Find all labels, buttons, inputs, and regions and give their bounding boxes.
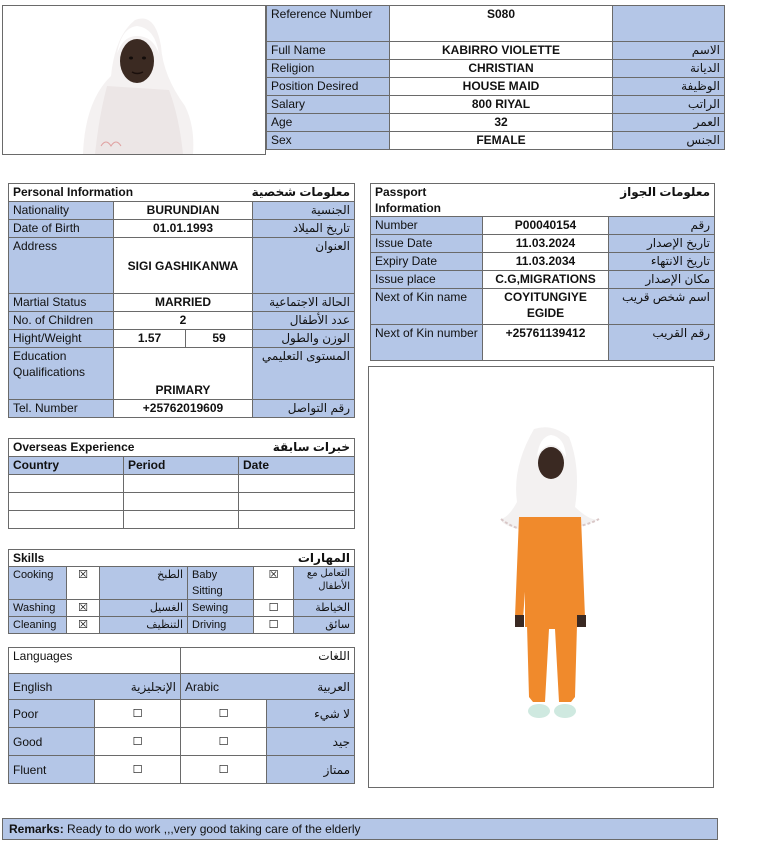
issue-place-label: Issue place — [371, 271, 483, 289]
position-value: HOUSE MAID — [390, 78, 613, 96]
reference-number-label: Reference Number — [267, 6, 390, 42]
overseas-title-arabic: خبرات سابقة — [239, 439, 355, 457]
reference-number-value: S080 — [390, 6, 613, 42]
children-label: No. of Children — [9, 312, 114, 330]
overseas-col-country: Country — [9, 457, 124, 475]
full-body-photo — [369, 367, 713, 787]
table-row — [9, 511, 355, 529]
height-weight-label: Hight/Weight — [9, 330, 114, 348]
passport-number-arabic: رقم — [609, 217, 715, 235]
skill-cleaning-arabic: التنظيف — [100, 617, 188, 634]
level-poor-english-checkbox[interactable]: ☐ — [95, 700, 181, 728]
level-good-english-checkbox[interactable]: ☐ — [95, 728, 181, 756]
level-fluent-arabic-checkbox[interactable]: ☐ — [181, 756, 267, 784]
table-cell — [124, 475, 239, 493]
skill-washing-arabic: الغسيل — [100, 600, 188, 617]
level-fluent-label: Fluent — [9, 756, 95, 784]
overseas-col-period: Period — [124, 457, 239, 475]
issue-place-arabic: مكان الإصدار — [609, 271, 715, 289]
sex-label: Sex — [267, 132, 390, 150]
religion-value: CHRISTIAN — [390, 60, 613, 78]
expiry-date-value: 11.03.2034 — [483, 253, 609, 271]
overseas-experience-table — [8, 438, 355, 529]
address-value: SIGI GASHIKANWA — [114, 238, 253, 294]
header-info-table — [266, 5, 725, 150]
skill-washing-label: Washing — [9, 600, 67, 617]
skill-babysitting-arabic: التعامل مع الأطفال — [294, 567, 355, 600]
skill-babysitting-checkbox[interactable]: ☒ — [254, 567, 294, 600]
issue-place-value: C.G,MIGRATIONS — [483, 271, 609, 289]
kin-number-value: +25761139412 — [483, 325, 609, 361]
language-english-arabic: الإنجليزية — [95, 674, 181, 700]
level-poor-arabic: لا شيء — [267, 700, 355, 728]
issue-date-label: Issue Date — [371, 235, 483, 253]
kin-number-label: Next of Kin number — [371, 325, 483, 361]
religion-label: Religion — [267, 60, 390, 78]
language-arabic-arabic: العربية — [267, 674, 355, 700]
skill-washing-checkbox[interactable]: ☒ — [67, 600, 100, 617]
level-fluent-english-checkbox[interactable]: ☐ — [95, 756, 181, 784]
skill-sewing-checkbox[interactable]: ☐ — [254, 600, 294, 617]
expiry-date-arabic: تاريخ الانتهاء — [609, 253, 715, 271]
sex-value: FEMALE — [390, 132, 613, 150]
full-body-photo-frame — [368, 366, 714, 788]
personal-info-title-arabic: معلومات شخصية — [186, 184, 355, 202]
sex-arabic: الجنس — [613, 132, 725, 150]
skill-sewing-arabic: الخياطة — [294, 600, 355, 617]
table-cell — [124, 511, 239, 529]
issue-date-value: 11.03.2024 — [483, 235, 609, 253]
nationality-value: BURUNDIAN — [114, 202, 253, 220]
personal-info-table — [8, 183, 355, 418]
remarks-label: Remarks: — [9, 822, 64, 836]
age-arabic: العمر — [613, 114, 725, 132]
marital-status-arabic: الحالة الاجتماعية — [253, 294, 355, 312]
remarks-bar — [2, 818, 718, 840]
level-good-arabic: جيد — [267, 728, 355, 756]
education-arabic: المستوى التعليمي — [253, 348, 355, 400]
portrait-photo — [3, 6, 265, 154]
remarks-text: Ready to do work ,,,very good taking care of the elderly — [63, 822, 361, 836]
table-cell — [9, 511, 124, 529]
passport-info-title-arabic: معلومات الجواز — [483, 184, 715, 217]
skill-cooking-checkbox[interactable]: ☒ — [67, 567, 100, 600]
height-value: 1.57 — [114, 330, 186, 348]
skill-cleaning-checkbox[interactable]: ☒ — [67, 617, 100, 634]
skill-driving-checkbox[interactable]: ☐ — [254, 617, 294, 634]
expiry-date-label: Expiry Date — [371, 253, 483, 271]
table-cell — [239, 493, 355, 511]
level-good-label: Good — [9, 728, 95, 756]
address-label: Address — [9, 238, 114, 294]
height-weight-arabic: الوزن والطول — [253, 330, 355, 348]
level-good-arabic-checkbox[interactable]: ☐ — [181, 728, 267, 756]
reference-number-arabic — [613, 6, 725, 42]
tel-label: Tel. Number — [9, 400, 114, 418]
portrait-photo-frame — [2, 5, 266, 155]
dob-arabic: تاريخ الميلاد — [253, 220, 355, 238]
education-value: PRIMARY — [114, 348, 253, 400]
passport-info-table — [370, 183, 715, 361]
marital-status-value: MARRIED — [114, 294, 253, 312]
passport-number-label: Number — [371, 217, 483, 235]
passport-info-title: Passport Information — [371, 184, 483, 217]
skills-table — [8, 549, 355, 634]
full-name-arabic: الاسم — [613, 42, 725, 60]
language-english-label: English — [9, 674, 95, 700]
full-name-value: KABIRRO VIOLETTE — [390, 42, 613, 60]
children-arabic: عدد الأطفال — [253, 312, 355, 330]
tel-arabic: رقم التواصل — [253, 400, 355, 418]
kin-number-arabic: رقم القريب — [609, 325, 715, 361]
table-cell — [9, 493, 124, 511]
dob-value: 01.01.1993 — [114, 220, 253, 238]
table-row — [9, 493, 355, 511]
personal-info-title: Personal Information — [9, 184, 186, 202]
table-cell — [239, 475, 355, 493]
languages-table — [8, 647, 355, 784]
tel-value: +25762019609 — [114, 400, 253, 418]
age-value: 32 — [390, 114, 613, 132]
skills-title: Skills — [9, 550, 188, 567]
skill-driving-label: Driving — [188, 617, 254, 634]
position-arabic: الوظيفة — [613, 78, 725, 96]
overseas-col-date: Date — [239, 457, 355, 475]
full-name-label: Full Name — [267, 42, 390, 60]
table-cell — [124, 493, 239, 511]
skill-babysitting-label: Baby Sitting — [188, 567, 254, 600]
skill-cleaning-label: Cleaning — [9, 617, 67, 634]
address-arabic: العنوان — [253, 238, 355, 294]
kin-name-arabic: اسم شخص قريب — [609, 289, 715, 325]
education-label: Education Qualifications — [9, 348, 114, 400]
dob-label: Date of Birth — [9, 220, 114, 238]
table-cell — [239, 511, 355, 529]
level-fluent-arabic: ممتاز — [267, 756, 355, 784]
kin-name-label: Next of Kin name — [371, 289, 483, 325]
skill-driving-arabic: سائق — [294, 617, 355, 634]
overseas-title: Overseas Experience — [9, 439, 239, 457]
religion-arabic: الديانة — [613, 60, 725, 78]
skill-cooking-label: Cooking — [9, 567, 67, 600]
salary-value: 800 RIYAL — [390, 96, 613, 114]
skill-cooking-arabic: الطبخ — [100, 567, 188, 600]
language-arabic-label: Arabic — [181, 674, 267, 700]
level-poor-label: Poor — [9, 700, 95, 728]
salary-label: Salary — [267, 96, 390, 114]
nationality-arabic: الجنسية — [253, 202, 355, 220]
marital-status-label: Martial Status — [9, 294, 114, 312]
table-cell — [9, 475, 124, 493]
kin-name-value: COYITUNGIYE EGIDE — [483, 289, 609, 325]
passport-number-value: P00040154 — [483, 217, 609, 235]
salary-arabic: الراتب — [613, 96, 725, 114]
issue-date-arabic: تاريخ الإصدار — [609, 235, 715, 253]
weight-value: 59 — [186, 330, 253, 348]
children-value: 2 — [114, 312, 253, 330]
languages-title: Languages — [9, 648, 181, 674]
skill-sewing-label: Sewing — [188, 600, 254, 617]
position-label: Position Desired — [267, 78, 390, 96]
table-row — [9, 475, 355, 493]
age-label: Age — [267, 114, 390, 132]
languages-title-arabic: اللغات — [181, 648, 355, 674]
skills-title-arabic: المهارات — [188, 550, 355, 567]
nationality-label: Nationality — [9, 202, 114, 220]
level-poor-arabic-checkbox[interactable]: ☐ — [181, 700, 267, 728]
